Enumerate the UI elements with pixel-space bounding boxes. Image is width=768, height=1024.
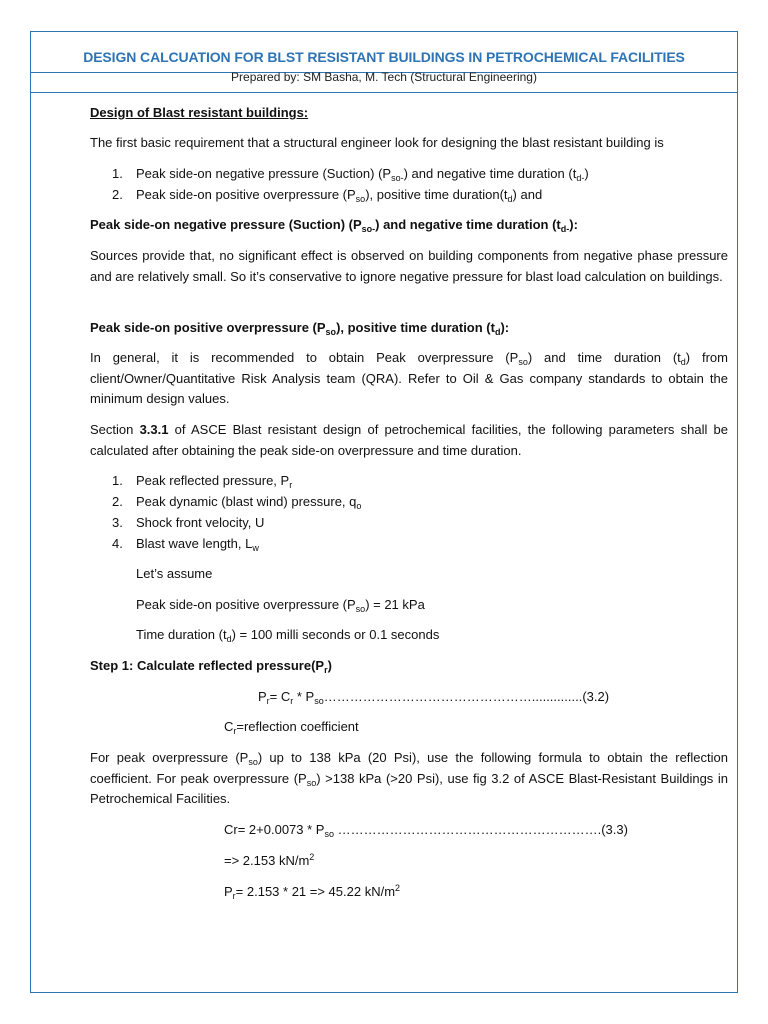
assume-td: Time duration $(t_d) = 100$ milli seconds or 0.1 seconds xyxy=(136,627,440,644)
parameter-item-2: 2. Peak dynamic (blast wind) pressure, $q_o$ xyxy=(112,494,362,511)
header-divider xyxy=(30,92,738,93)
document-title: DESIGN CALCUATION FOR BLST RESISTANT BUILDINGS IN PETROCHEMICAL FACILITIES xyxy=(83,49,685,65)
parameter-item-4: 4. Blast wave length, $L_w$ xyxy=(112,536,259,553)
section-reference-paragraph: Section 3.3.1 of ASCE Blast resistant design of petrochemical facilities, the following parameters shall be calculated after obtaining the peak side-on overpressure and time duration. xyxy=(90,422,728,458)
positive-pressure-heading: Peak side-on positive overpressure $(P_{so})$, positive time duration $(t_d)$: xyxy=(90,320,510,337)
pr-result: $P_r= 2.153 * 21 => 45.22$ $kN/m^2$ xyxy=(224,883,401,901)
equation-3-2: $P_r= C_r$ * $P_{so}\dots\dots\dots\dots\dots\dots\dots\dots\dots\dots\dots\dots\dots\dots\dots\dots..............(3.2)$ xyxy=(258,689,610,706)
positive-pressure-paragraph: In general, it is recommended to obtain Peak overpressure $(P_{so})$ and time duration $(t_d)$ from client/Owner/Quantitative Risk Analysis team (QRA). Refer to Oil & Gas company standards to obtain the minimum design values. xyxy=(90,350,728,406)
equation-3-3: $Cr= 2+0.0073 * P_{so}$ …………………………………………………….(3.3) xyxy=(224,822,628,839)
step1-heading: Step 1: Calculate reflected $pressure(P_r)$ xyxy=(90,658,332,675)
cr-result: => 2.153 $kN/m^2$ xyxy=(224,852,315,868)
reflection-coefficient-definition: $C_r=reflection$ coefficient xyxy=(224,719,359,736)
negative-pressure-paragraph: Sources provide that, no significant effect is observed on building components from negative phase pressure and are relatively small. So it’s conservative to ignore negative pressure for blast load calculation on buildings. xyxy=(90,248,728,284)
requirement-item-2: 2. Peak side-on positive overpressure $(P_{so})$, positive time $duration(t_d)$ and xyxy=(112,187,543,204)
intro-paragraph: The first basic requirement that a structural engineer look for designing the blast resistant building is xyxy=(90,135,664,150)
requirement-item-1: 1. Peak side-on negative pressure (Suction) $(P_{so-})$ and negative time duration $(t_{d-})$ xyxy=(112,166,589,183)
parameter-item-1: 1. Peak reflected pressure, $P_r$ xyxy=(112,473,293,490)
assume-label: Let’s assume xyxy=(136,566,213,581)
negative-pressure-heading: Peak side-on negative pressure (Suction) $(P_{so-})$ and negative time duration $(t_{d-})$: xyxy=(90,217,578,234)
reflection-coefficient-paragraph: For peak overpressure $(P_{so})$ up to 138 kPa (20 Psi), use the following formula to obtain the reflection coefficient. For peak overpressure $(P_{so}) >138$ kPa (>20 Psi), use fig 3.2 of ASCE Blast-Resistant Buildings in Petrochemical Facilities. xyxy=(90,750,728,806)
assume-pso: Peak side-on positive overpressure $(P_{so}) = 21$ kPa xyxy=(136,597,425,614)
parameter-item-3: 3. Shock front velocity, U xyxy=(112,515,265,530)
document-header xyxy=(31,32,737,73)
section-heading: Design of Blast resistant buildings: xyxy=(90,105,309,120)
document-author: Prepared by: SM Basha, M. Tech (Structural Engineering) xyxy=(231,70,537,84)
